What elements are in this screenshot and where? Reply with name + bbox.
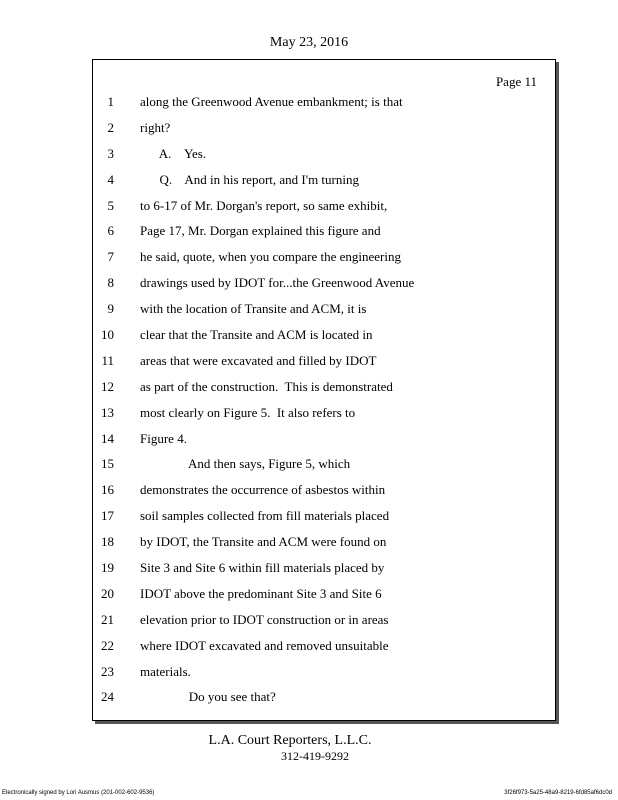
line-number: 1 [107,94,114,109]
transcript-line [93,637,555,663]
line-text: Do you see that? [140,689,276,705]
transcript-line [93,455,555,481]
transcript-line [93,559,555,585]
footer-company: L.A. Court Reporters, L.L.C. [208,733,372,748]
line-number: 2 [107,119,114,135]
line-text: And then says, Figure 5, which [140,456,351,472]
line-number: 22 [101,637,114,653]
transcript-line [93,222,555,248]
transcript-line [93,663,555,689]
transcript-line [93,378,555,404]
transcript-line [93,248,555,274]
transcript-page [92,59,556,721]
line-text: Q. And in his report, and I'm turning [140,171,359,187]
transcript-line [93,93,555,119]
line-number: 17 [101,508,114,524]
line-text: elevation prior to IDOT construction or in areas [140,611,389,627]
line-number: 19 [101,560,114,576]
electronic-signature: Electronically signed by Lori Ausmus (201-002-602-9536) [2,790,155,796]
line-number: 7 [107,249,114,265]
line-text: clear that the Transite and ACM is located in [140,327,373,343]
line-number: 6 [107,223,114,239]
line-text: Figure 4. [140,430,187,446]
transcript-line [93,585,555,611]
transcript-line [93,197,555,223]
line-text: along the Greenwood Avenue embankment; is that [140,94,403,109]
line-number: 9 [107,301,114,317]
line-text: with the location of Transite and ACM, it is [140,301,367,317]
line-text: to 6-17 of Mr. Dorgan's report, so same exhibit, [140,197,388,213]
line-number: 11 [101,352,114,368]
line-number: 5 [107,197,114,213]
line-text: by IDOT, the Transite and ACM were found on [140,534,387,550]
line-number: 12 [101,378,114,394]
line-number: 16 [101,482,114,498]
line-text: most clearly on Figure 5. It also refers to [140,404,356,420]
line-number: 13 [101,404,114,420]
document-hash: 3f26f973-5a25-48a9-8219-6fd85af6dc0d [504,790,612,796]
line-number: 3 [107,145,114,161]
page-number: Page 11 [495,74,537,89]
transcript-line [93,326,555,352]
line-number: 21 [101,611,114,627]
page-date: May 23, 2016 [269,35,349,50]
line-text: A. Yes. [140,145,207,161]
footer-phone: 312-419-9292 [281,749,349,763]
line-text: right? [140,119,171,135]
line-number: 10 [101,327,114,343]
transcript-line [93,145,555,171]
transcript-line [93,274,555,300]
transcript-line [93,300,555,326]
line-number: 24 [101,689,114,705]
line-text: Page 17, Mr. Dorgan explained this figure and [140,223,381,239]
transcript-line [93,533,555,559]
line-number: 18 [101,534,114,550]
transcript-lines [93,93,555,714]
transcript-line [93,507,555,533]
line-text: drawings used by IDOT for...the Greenwood Avenue [140,275,415,291]
transcript-line [93,352,555,378]
line-text: materials. [140,663,191,679]
transcript-line [93,430,555,456]
transcript-line [93,611,555,637]
transcript-line [93,171,555,197]
line-text: Site 3 and Site 6 within fill materials placed by [140,560,385,576]
transcript-line [93,688,555,714]
line-number: 14 [101,430,114,446]
transcript-line [93,404,555,430]
line-number: 8 [107,275,114,291]
line-number: 15 [101,456,114,472]
line-text: where IDOT excavated and removed unsuitable [140,637,389,653]
line-text: IDOT above the predominant Site 3 and Site 6 [140,585,382,601]
line-text: he said, quote, when you compare the engineering [140,249,401,265]
line-number: 20 [101,585,114,601]
transcript-line [93,119,555,145]
line-text: areas that were excavated and filled by IDOT [140,352,377,368]
transcript-line [93,481,555,507]
line-number: 23 [101,663,114,679]
line-text: as part of the construction. This is demonstrated [140,378,393,394]
line-text: demonstrates the occurrence of asbestos within [140,482,386,498]
line-number: 4 [107,171,114,187]
line-text: soil samples collected from fill materials placed [140,508,390,524]
